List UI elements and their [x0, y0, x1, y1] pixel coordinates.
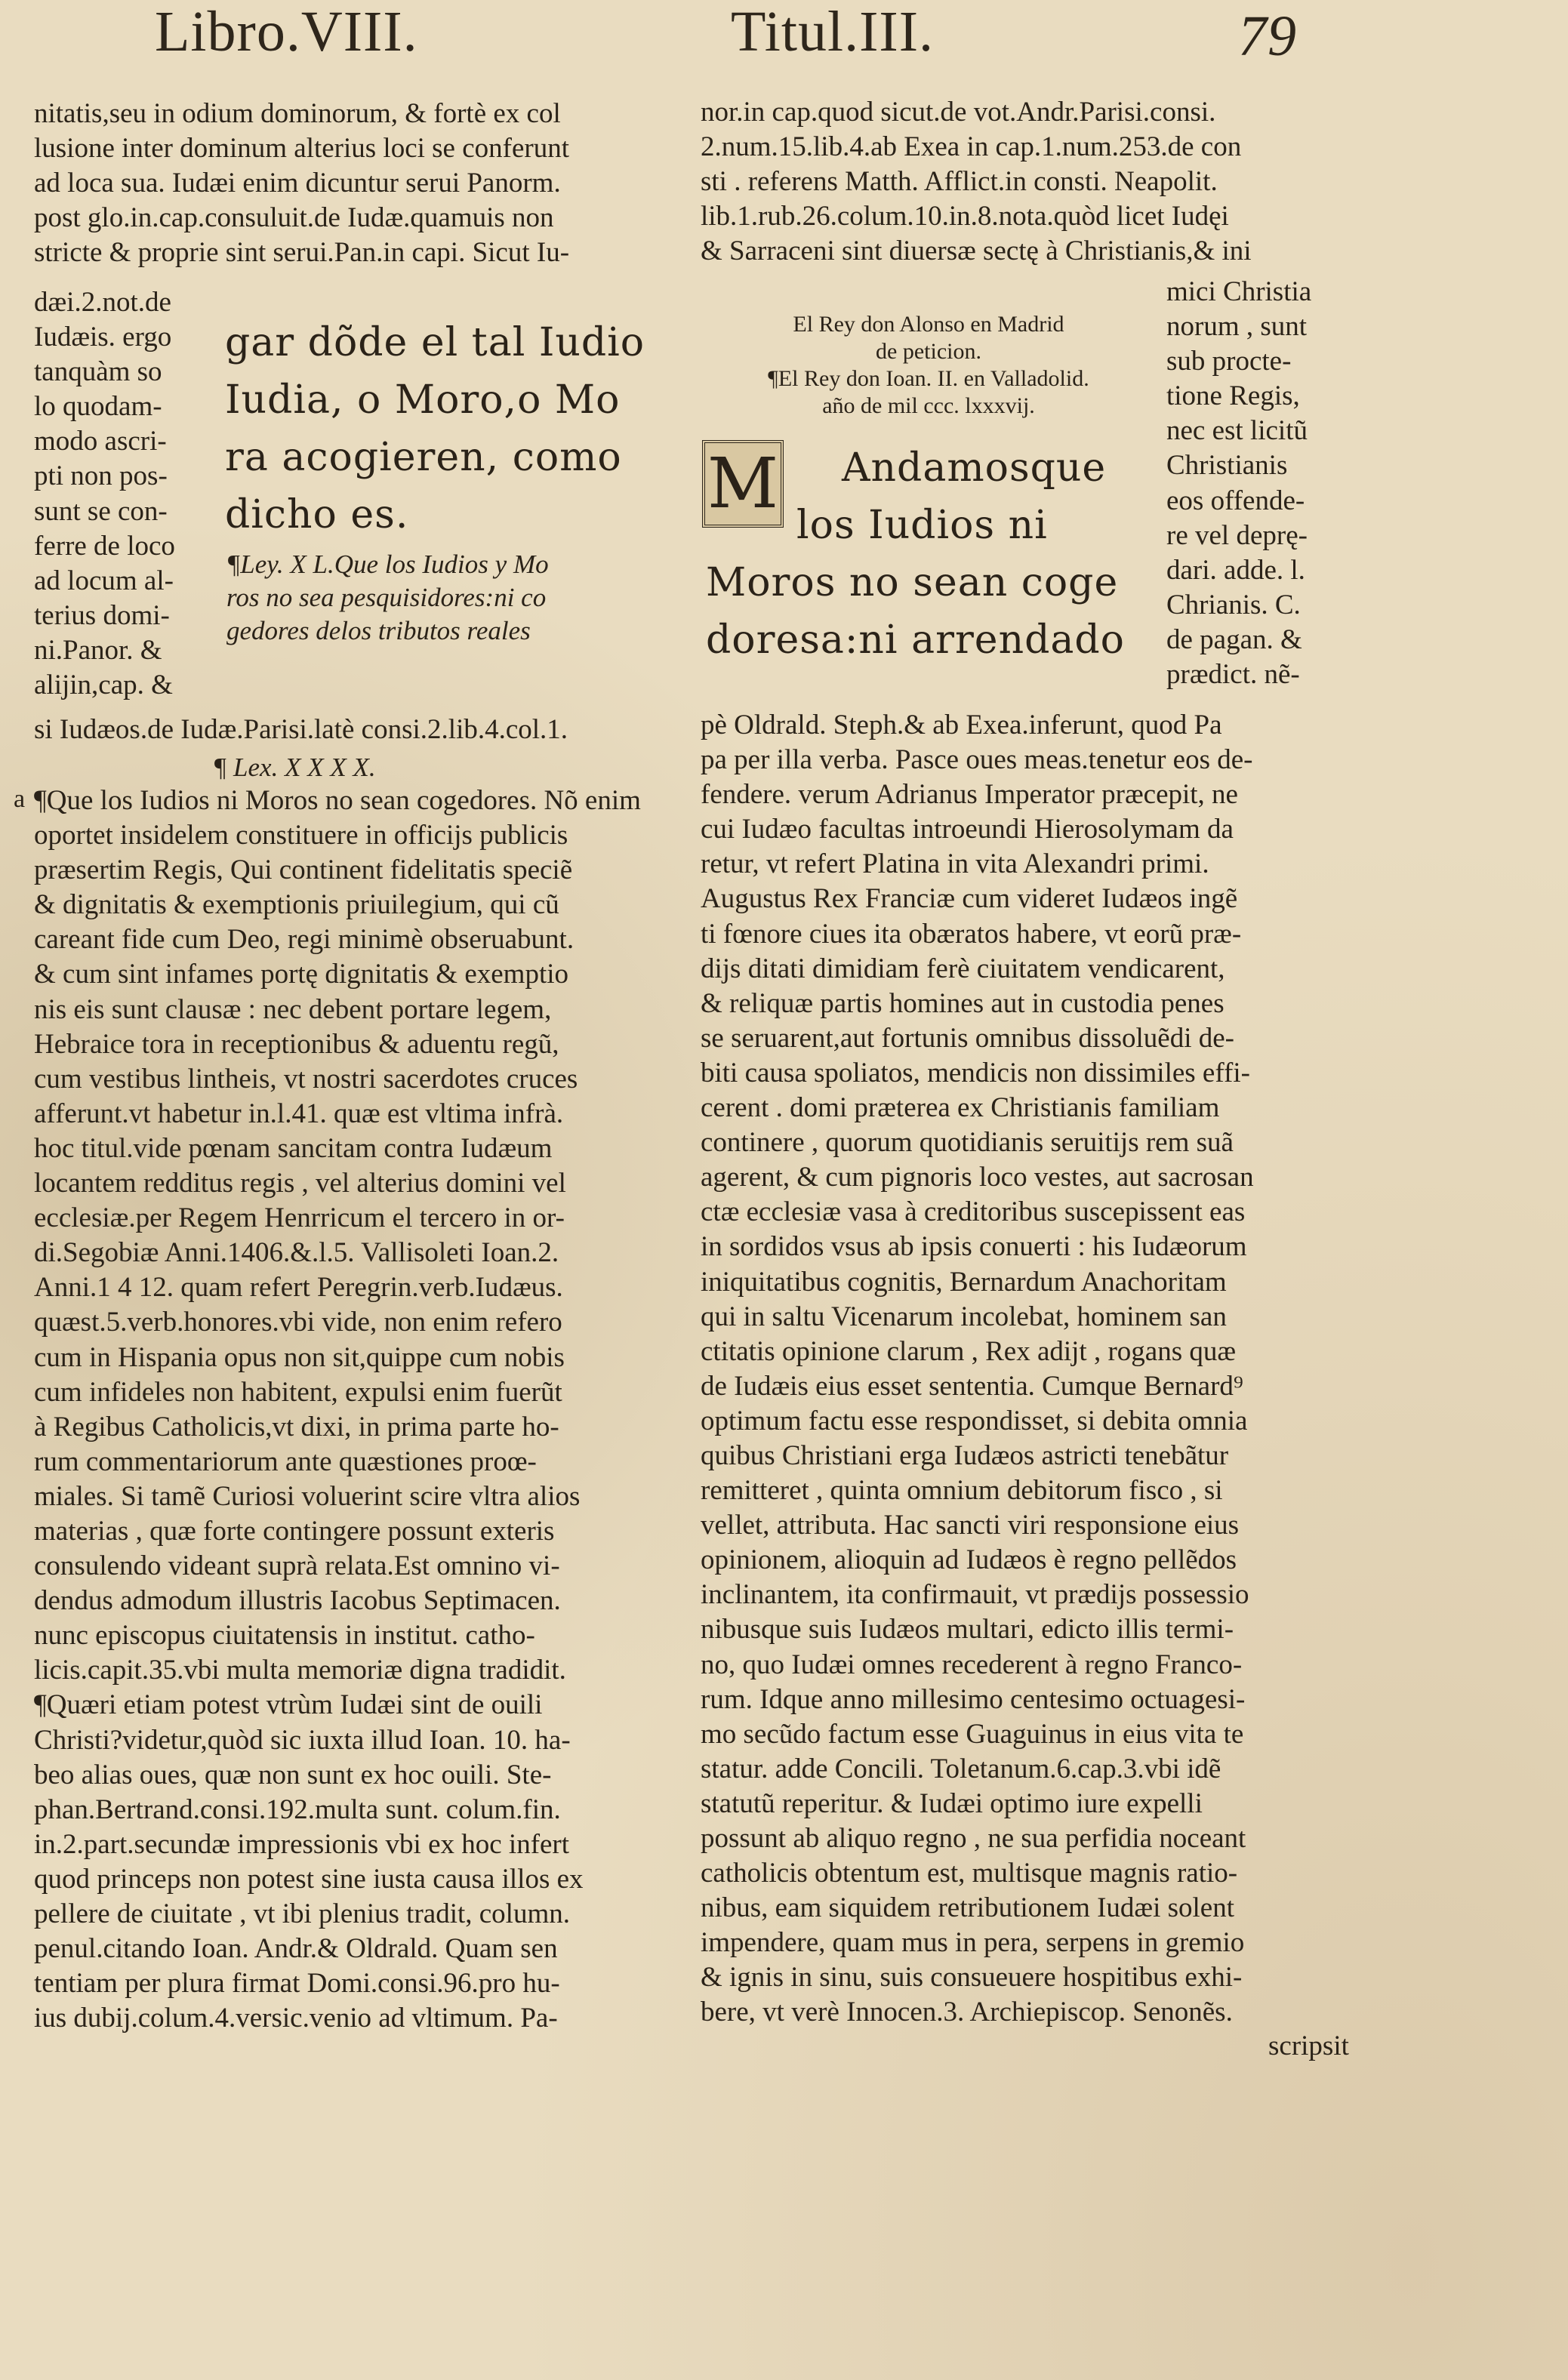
text-line: lo quodam- [34, 391, 162, 423]
text-line: locantem redditus regis , vel alterius domini vel [34, 1168, 566, 1199]
text-line: quæst.5.verb.honores.vbi vide, non enim refero [34, 1307, 562, 1338]
text-line: tentiam per plura firmat Domi.consi.96.pro hu- [34, 1968, 560, 2000]
text-line: & ignis in sinu, suis consueuere hospitibus exhi- [701, 1962, 1243, 1994]
left-gloss-bottom [34, 784, 661, 2036]
text-line: ¶Que los Iudios ni Moros no sean cogedores. Nõ enim [34, 785, 641, 816]
text-line: dæi.2.not.de [34, 287, 171, 318]
text-line: lib.1.rub.26.colum.10.in.8.nota.quòd licet Iudęi [701, 201, 1229, 232]
text-line: se seruarent,aut fortunis omnibus dissoluẽdi de- [701, 1022, 1234, 1054]
text-line: rum. Idque anno millesimo centesimo octuagesi- [701, 1683, 1246, 1715]
text-line: continere , quorum quotidianis seruitijs rem suã [701, 1127, 1234, 1159]
text-line: Hebraice tora in receptionibus & aduentu regũ, [34, 1028, 559, 1060]
text-line: gedores delos tributos reales [226, 616, 531, 645]
text-line: à Regibus Catholicis,vt dixi, in prima parte ho- [34, 1411, 559, 1442]
law-text-left [225, 314, 655, 543]
text-line: nec est licitũ [1166, 415, 1308, 447]
text-line: Iudia, o Moro,o Mo [225, 377, 621, 423]
text-line: fendere. verum Adrianus Imperator præcepit, ne [701, 779, 1238, 811]
text-line: ra acogieren, como [225, 435, 622, 480]
left-gloss-narrow [34, 285, 215, 703]
left-gloss-top [34, 97, 653, 270]
text-line: tanquàm so [34, 356, 162, 388]
text-line: & reliquæ partis homines aut in custodia penes [701, 987, 1225, 1019]
catchword: scripsit [1268, 2031, 1349, 2061]
text-line: rum commentariorum ante quæstiones proœ- [34, 1446, 537, 1477]
right-gloss-narrow [1166, 275, 1355, 692]
text-line: agerent, & cum pignoris loco vestes, aut sacrosan [701, 1162, 1254, 1193]
text-line: impendere, quam mus in pera, serpens in gremio [701, 1927, 1245, 1959]
text-line: eos offende- [1166, 485, 1305, 516]
text-line: Augustus Rex Franciæ cum videret Iudæos ingẽ [701, 883, 1238, 915]
text-line: ad loca sua. Iudæi enim dicuntur serui Panorm. [34, 168, 561, 199]
left-gloss-continuation: si Iudæos.de Iudæ.Parisi.latè consi.2.lib.4.col.1. [34, 714, 568, 745]
text-line: nitatis,seu in odium dominorum, & fortè ex col [34, 98, 561, 129]
text-line: ti fœnore ciues ita obæratos habere, vt eorũ præ- [701, 918, 1242, 950]
text-line: materias , quæ forte contingere possunt exteris [34, 1515, 555, 1547]
text-line: in.2.part.secundæ impressionis vbi ex hoc infert [34, 1828, 570, 1860]
text-line: ctæ ecclesiæ vasa à creditoribus suscepissent eas [701, 1196, 1246, 1228]
text-line: pa per illa verba. Pasce oues meas.tenetur eos de- [701, 744, 1253, 776]
text-line: ¶Ley. X L.Que los Iudios y Mo [226, 550, 549, 579]
text-line: inclinantem, ita confirmauit, vt prædijs possessio [701, 1579, 1249, 1611]
text-line: nunc episcopus ciuitatensis in institut. catho- [34, 1620, 535, 1652]
text-line: nibus, eam siquidem retributionem Iudæi solent [701, 1892, 1235, 1924]
text-line: lusione inter dominum alterius loci se conferunt [34, 133, 569, 165]
text-line: Moros no sean coge [706, 560, 1119, 605]
text-line: ni.Panor. & [34, 634, 162, 666]
text-line: pellere de ciuitate , vt ibi plenius tradit, column. [34, 1898, 570, 1929]
text-line: tione Regis, [1166, 380, 1300, 412]
text-line: cum infideles non habitent, expulsi enim fuerũt [34, 1376, 562, 1408]
text-line: terius domi- [34, 599, 170, 631]
text-line: modo ascri- [34, 426, 167, 457]
text-line: gar dõde el tal Iudio [225, 320, 645, 365]
text-line: di.Segobiæ Anni.1406.&.l.5. Vallisoleti Ioan.2. [34, 1237, 559, 1269]
text-line: nibusque suis Iudæos multari, edicto illis termi- [701, 1614, 1234, 1646]
text-line: nor.in cap.quod sicut.de vot.Andr.Parisi.consi. [701, 97, 1216, 128]
text-line: dendus admodum illustris Iacobus Septimacen. [34, 1585, 561, 1617]
text-line: stricte & proprie sint serui.Pan.in capi. Sicut Iu- [34, 237, 570, 269]
text-line: ros no sea pesquisidores:ni co [226, 583, 547, 612]
text-line: & Sarraceni sint diuersæ sectę à Christianis,& ini [701, 236, 1252, 267]
text-line: año de mil ccc. lxxxvij. [822, 393, 1035, 418]
text-line: doresa:ni arrendado [706, 617, 1125, 663]
text-line: ius dubij.colum.4.versic.venio ad vltimum. Pa- [34, 2003, 558, 2034]
text-line: Christianis [1166, 450, 1288, 482]
text-line: de peticion. [876, 339, 981, 364]
text-line: ad locum al- [34, 565, 174, 596]
page-number: 79 [1238, 5, 1297, 68]
text-line: ferre de loco [34, 530, 175, 562]
text-line: bere, vt verè Innocen.3. Archiepiscop. Senonẽs. [701, 1997, 1233, 2028]
text-line: pè Oldrald. Steph.& ab Exea.inferunt, quod Pa [701, 710, 1222, 740]
text-line: miales. Si tamẽ Curiosi voluerint scire vltra alios [34, 1480, 581, 1512]
text-line: Anni.1 4 12. quam refert Peregrin.verb.Iudæus. [34, 1272, 563, 1304]
text-line: penul.citando Ioan. Andr.& Oldrald. Quam sen [34, 1933, 558, 1965]
lex-label: ¶ Lex. X X X X. [213, 753, 376, 782]
text-line: vellet, attributa. Hac sancti viri responsione eius [701, 1510, 1240, 1541]
text-line: licis.capit.35.vbi multa memoriæ digna tradidit. [34, 1655, 566, 1686]
text-line: sub procte- [1166, 346, 1292, 377]
text-line: ¶Quæri etiam potest vtrùm Iudæi sint de ouili [34, 1689, 543, 1721]
text-line: præsertim Regis, Qui continent fidelitatis speciẽ [34, 854, 573, 886]
running-head-title: Titul.III. [731, 0, 935, 63]
text-line: consulendo videant suprà relata.Est omnino vi- [34, 1550, 560, 1582]
law-source-caption [717, 311, 1140, 420]
text-line: ¶El Rey don Ioan. II. en Valladolid. [768, 366, 1089, 391]
text-line: Andamosque [842, 445, 1107, 491]
text-line: quod princeps non potest sine iusta causa illos ex [34, 1863, 584, 1895]
text-line: careant fide cum Deo, regi minimè obseruabunt. [34, 924, 575, 956]
text-line: dari. adde. l. [1166, 554, 1305, 586]
text-line: cum vestibus lintheis, vt nostri sacerdotes cruces [34, 1063, 578, 1095]
text-line: Iudæis. ergo [34, 322, 172, 353]
text-line: de Iudæis eius esset sententia. Cumque Bernard⁹ [701, 1370, 1243, 1402]
text-line: catholicis obtentum est, multisque magnis ratio- [701, 1858, 1238, 1889]
text-line: Christi?videtur,quòd sic iuxta illud Ioan. 10. ha- [34, 1724, 571, 1756]
text-line: in sordidos vsus ab ipsis conuerti : his Iudæorum [701, 1231, 1247, 1263]
text-line: Chrianis. C. [1166, 589, 1301, 620]
text-line: re vel deprę- [1166, 519, 1308, 551]
text-line: oportet insidelem constituere in officijs publicis [34, 820, 568, 851]
text-line: dicho es. [225, 492, 409, 537]
text-line: sti . referens Matth. Afflict.in consti. Neapolit. [701, 166, 1218, 198]
text-line: remitteret , quinta omnium debitorum fisco , si [701, 1475, 1223, 1507]
right-gloss-top [701, 95, 1350, 269]
text-line: mici Christia [1166, 276, 1312, 307]
law-rubric-xl [226, 548, 657, 648]
running-head-book: Libro.VIII. [155, 0, 418, 63]
text-line: los Iudios ni [796, 503, 1048, 548]
text-line: iniquitatibus cognitis, Bernardum Anachoritam [701, 1266, 1227, 1298]
text-line: ecclesiæ.per Regem Henrricum el tercero in or- [34, 1202, 565, 1234]
text-line: cerent . domi præterea ex Christianis familiam [701, 1092, 1220, 1124]
text-line: opinionem, alioquin ad Iudæos è regno pellẽdos [701, 1544, 1237, 1576]
text-line: beo alias oues, quæ non sunt ex hoc ouili. Ste- [34, 1759, 552, 1790]
text-line: & cum sint infames portę dignitatis & exemptio [34, 959, 569, 990]
text-line: cum in Hispania opus non sit,quippe cum nobis [34, 1341, 565, 1373]
text-line: alijin,cap. & [34, 670, 173, 701]
text-line: cui Iudæo facultas introeundi Hierosolymam da [701, 814, 1234, 845]
text-line: hoc titul.vide pœnam sancitam contra Iudæum [34, 1132, 553, 1164]
text-line: retur, vt refert Platina in vita Alexandri primi. [701, 848, 1209, 880]
text-line: no, quo Iudæi omnes recederent à regno Franco- [701, 1649, 1243, 1680]
text-line: optimum factu esse respondisset, si debita omnia [701, 1405, 1248, 1436]
text-line: biti causa spoliatos, mendicis non dissimiles effi- [701, 1057, 1250, 1088]
text-line: norum , sunt [1166, 311, 1308, 343]
text-line: pti non pos- [34, 460, 168, 492]
text-line: statutũ reperitur. & Iudæi optimo iure expelli [701, 1787, 1203, 1819]
text-line: prædict. nẽ- [1166, 659, 1300, 691]
right-gloss-bottom [701, 708, 1350, 2031]
text-line: sunt se con- [34, 495, 168, 527]
text-line: & dignitatis & exemptionis priuilegium, qui cũ [34, 889, 559, 921]
text-line: qui in saltu Vicenarum incolebat, hominem san [701, 1301, 1227, 1332]
text-line: ctitatis opinione clarum , Rex adijt , rogans quæ [701, 1335, 1237, 1367]
law-text-right [706, 439, 1144, 669]
text-line: 2.num.15.lib.4.ab Exea in cap.1.num.253.de con [701, 131, 1242, 163]
footnote-marker: a [14, 785, 26, 813]
text-line: possunt ab aliquo regno , ne sua perfidia noceant [701, 1823, 1246, 1854]
text-line: de pagan. & [1166, 623, 1302, 655]
text-line: mo secũdo factum esse Guaguinus in eius vita te [701, 1718, 1244, 1750]
text-line: phan.Bertrand.consi.192.multa sunt. colum.fin. [34, 1793, 561, 1825]
text-line: statur. adde Concili. Toletanum.6.cap.3.vbi idẽ [701, 1753, 1221, 1784]
text-line: nis eis sunt clausæ : nec debent portare legem, [34, 993, 552, 1025]
text-line: quibus Christiani erga Iudæos astricti tenebãtur [701, 1439, 1229, 1471]
decorative-initial: M [702, 440, 784, 528]
text-line: El Rey don Alonso en Madrid [793, 312, 1064, 337]
text-line: dijs ditati dimidiam ferè ciuitatem vendicarent, [701, 953, 1225, 984]
text-line: post glo.in.cap.consuluit.de Iudæ.quamuis non [34, 202, 554, 234]
text-line: afferunt.vt habetur in.l.41. quæ est vltima infrà. [34, 1098, 564, 1129]
